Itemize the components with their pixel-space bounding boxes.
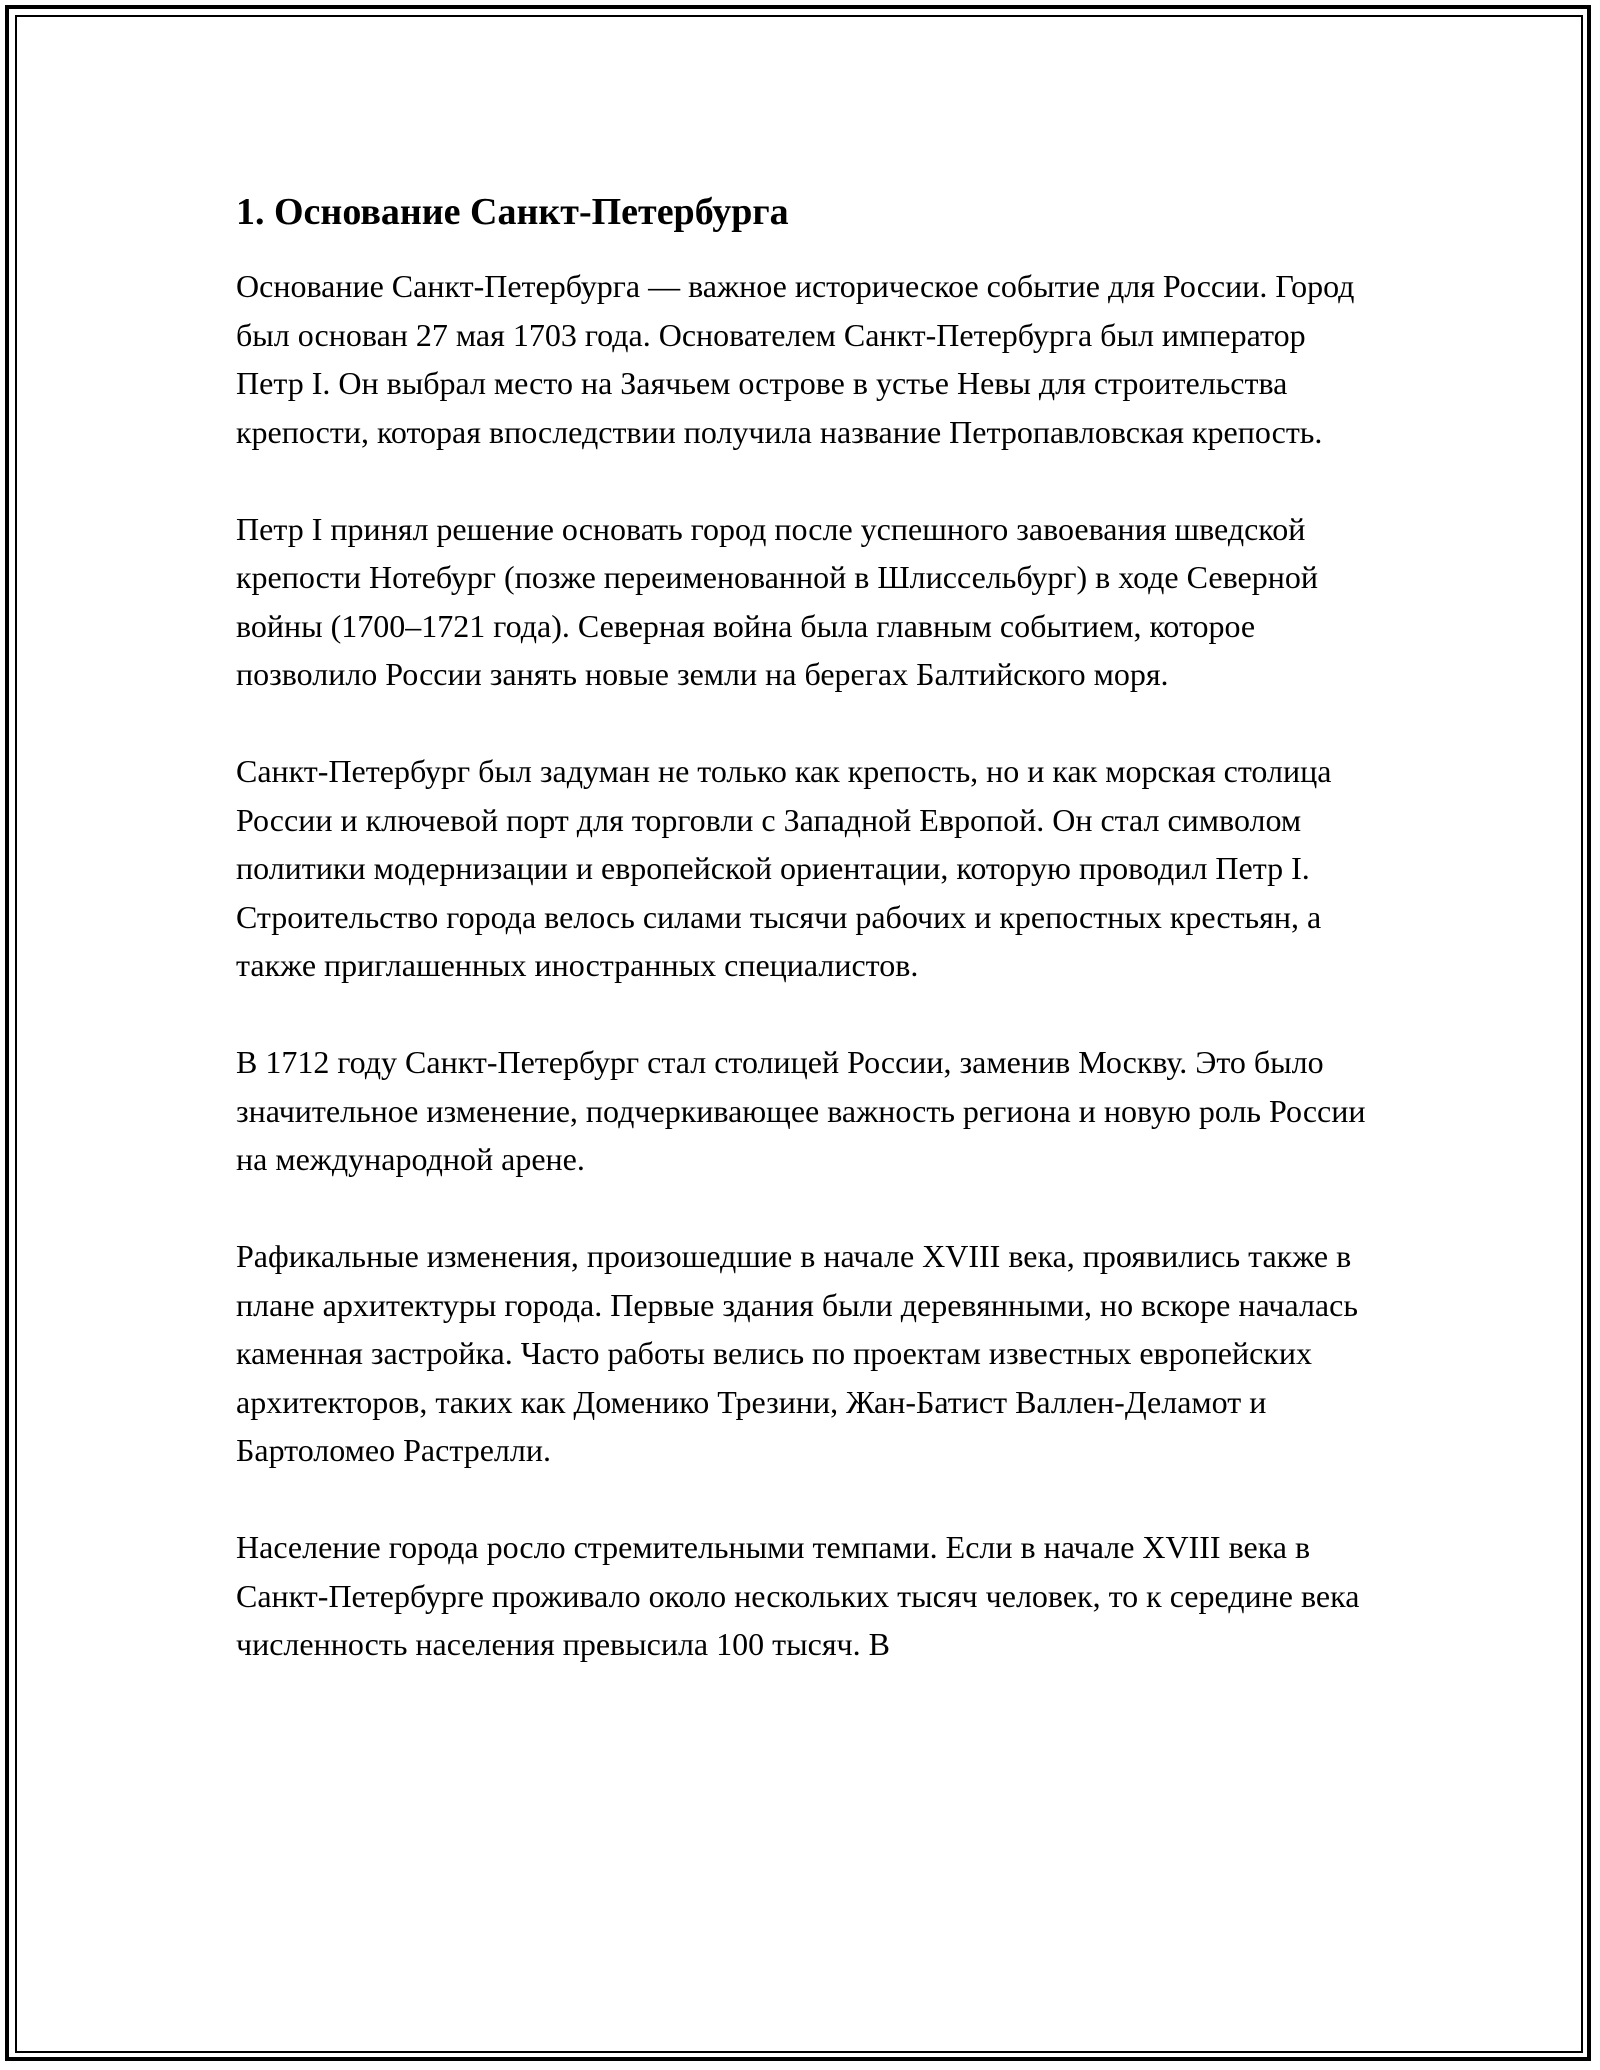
paragraph: Рафикальные изменения, произошедшие в начале XVIII века, проявились также в плане архитектуры города. Первые здания были деревянными, но вскоре началась каменная застройка. Часто работы велись по проектам известных европейских архитекторов, таких как Доменико Трезини, Жан-Батист Валлен-Деламот и Бартоломео Растрелли.	[236, 1238, 1358, 1468]
document-body	[236, 188, 1376, 1669]
paragraph: Санкт-Петербург был задуман не только как крепость, но и как морская столица России и ключевой порт для торговли с Западной Европой. Он стал символом политики модернизации и европейской ориентации, которую проводил Петр I. Строительство города велось силами тысячи рабочих и крепостных крестьян, а также приглашенных иностранных специалистов.	[236, 753, 1332, 983]
paragraph: Население города росло стремительными темпами. Если в начале XVIII века в Санкт-Петербурге проживало около нескольких тысяч человек, то к середине века численность населения превысила 100 тысяч. В	[236, 1529, 1360, 1662]
paragraph: Петр I принял решение основать город после успешного завоевания шведской крепости Нотебург (позже переименованной в Шлиссельбург) в ходе Северной войны (1700–1721 года). Северная война была главным событием, которое позволило России занять новые земли на берегах Балтийского моря.	[236, 510, 1318, 692]
section-heading: 1. Основание Санкт-Петербурга	[236, 191, 789, 233]
paragraph: Основание Санкт-Петербурга — важное историческое событие для России. Город был основан 27 мая 1703 года. Основателем Санкт-Петербурга был император Петр I. Он выбрал место на Заячьем острове в устье Невы для строительства крепости, которая впоследствии получила название Петропавловская крепость.	[236, 268, 1355, 450]
paragraph: В 1712 году Санкт-Петербург стал столицей России, заменив Москву. Это было значительное изменение, подчеркивающее важность региона и новую роль России на международной арене.	[236, 1044, 1366, 1177]
